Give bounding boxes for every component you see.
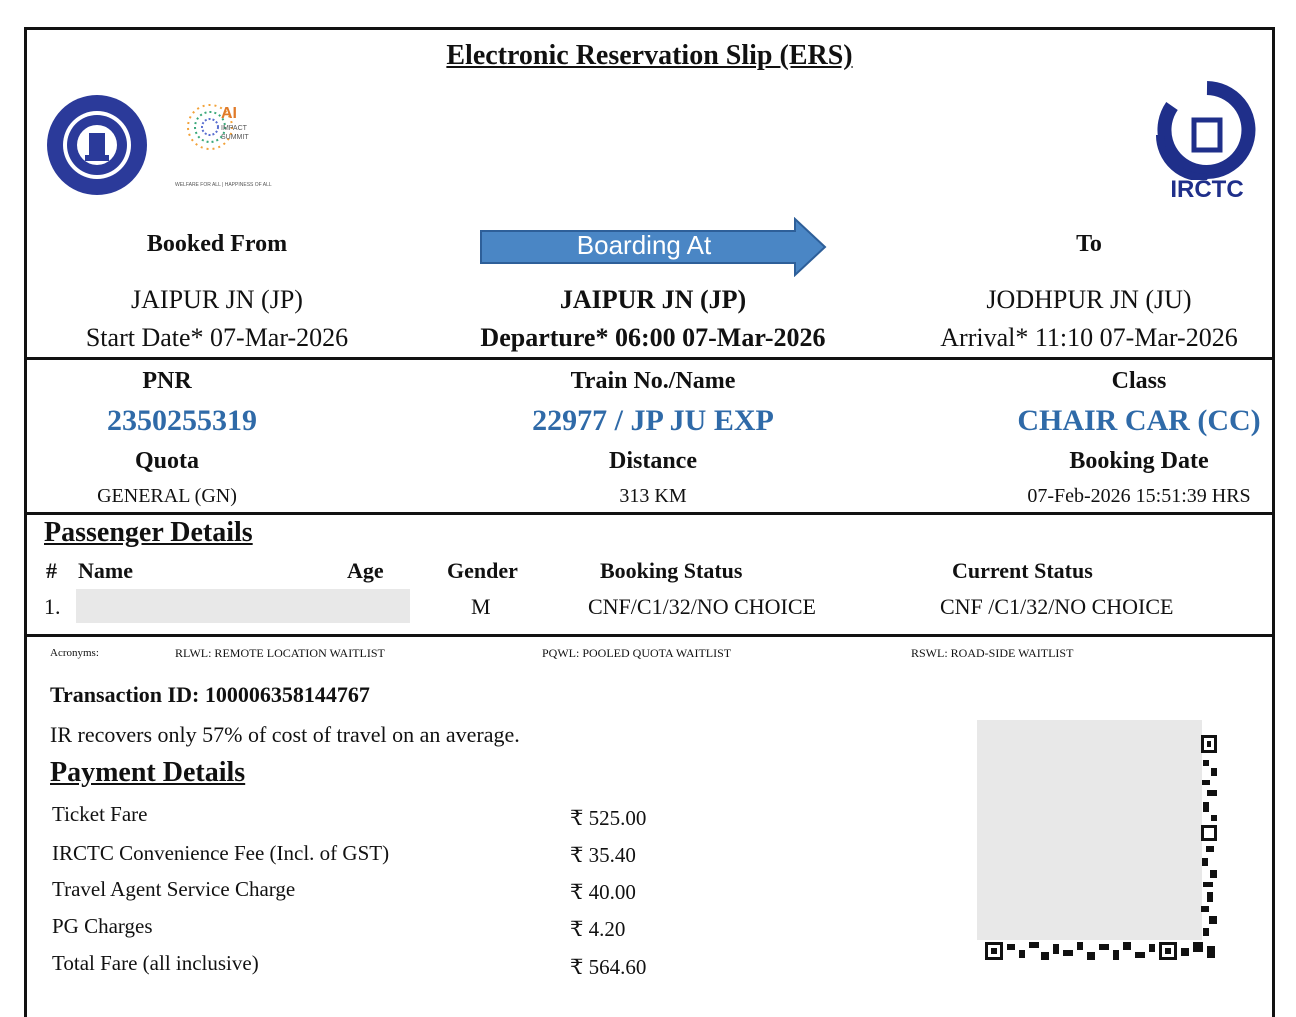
passenger-booking-status: CNF/C1/32/NO CHOICE: [588, 594, 816, 619]
ai-sub2: SUMMIT: [221, 134, 249, 141]
ai-label: AI: [221, 105, 237, 122]
ai-impact-summit-logo: [175, 95, 270, 195]
distance-label: Distance: [609, 448, 697, 474]
col-gender: Gender: [447, 558, 518, 583]
acronyms-label: Acronyms:: [50, 647, 99, 659]
train-value: 22977 / JP JU EXP: [532, 404, 774, 437]
ticket-fare-amount: ₹ 525.00: [570, 806, 647, 830]
transaction-id: Transaction ID: 100006358144767: [50, 682, 370, 707]
ai-tagline: WELFARE FOR ALL | HAPPINESS OF ALL: [175, 182, 272, 188]
divider: [27, 357, 1272, 360]
payment-details-heading: Payment Details: [50, 757, 246, 788]
class-label: Class: [1111, 368, 1167, 394]
quota-label: Quota: [134, 448, 199, 474]
irctc-logo: [1152, 80, 1262, 210]
acronym-rswl: RSWL: ROAD-SIDE WAITLIST: [911, 646, 1074, 660]
pnr-label: PNR: [142, 368, 192, 394]
divider: [27, 512, 1272, 515]
pg-charges-label: PG Charges: [52, 914, 153, 938]
qr-code: [977, 720, 1222, 970]
passenger-gender: M: [471, 594, 491, 619]
col-age: Age: [347, 558, 384, 583]
passenger-num: 1.: [44, 594, 61, 619]
ers-slip: [24, 27, 1275, 1017]
train-label: Train No./Name: [570, 368, 736, 394]
convenience-fee-amount: ₹ 35.40: [570, 843, 636, 867]
cost-recovery-notice: IR recovers only 57% of cost of travel on an average.: [50, 722, 520, 747]
departure-time: Departure* 06:00 07-Mar-2026: [480, 323, 826, 352]
col-current-status: Current Status: [952, 558, 1093, 583]
passenger-current-status: CNF /C1/32/NO CHOICE: [940, 594, 1174, 619]
document-title: Electronic Reservation Slip (ERS): [446, 40, 853, 71]
booked-from-label: Booked From: [146, 231, 288, 257]
boarding-at-label: Boarding At: [576, 230, 712, 260]
from-station: JAIPUR JN (JP): [131, 285, 303, 314]
passenger-details-heading: Passenger Details: [44, 517, 253, 548]
boarding-arrow: [479, 217, 827, 277]
quota-value: GENERAL (GN): [97, 485, 237, 507]
convenience-fee-label: IRCTC Convenience Fee (Incl. of GST): [52, 841, 390, 865]
to-label: To: [1076, 231, 1102, 257]
indian-railways-logo: [45, 93, 149, 197]
col-num: #: [46, 558, 57, 583]
ai-sub1: IMPACT: [221, 125, 247, 132]
col-booking-status: Booking Status: [600, 558, 743, 583]
ticket-fare-label: Ticket Fare: [52, 802, 148, 826]
distance-value: 313 KM: [619, 485, 687, 507]
col-name: Name: [78, 558, 133, 583]
acronym-rlwl: RLWL: REMOTE LOCATION WAITLIST: [175, 646, 385, 660]
pnr-value: 2350255319: [107, 404, 257, 437]
start-date: Start Date* 07-Mar-2026: [85, 323, 349, 352]
passenger-name-redacted: [76, 589, 410, 623]
pg-charges-amount: ₹ 4.20: [570, 917, 626, 941]
booking-date-label: Booking Date: [1069, 448, 1209, 474]
acronym-pqwl: PQWL: POOLED QUOTA WAITLIST: [542, 646, 732, 660]
total-fare-amount: ₹ 564.60: [570, 955, 647, 979]
class-value: CHAIR CAR (CC): [1017, 404, 1261, 437]
agent-charge-label: Travel Agent Service Charge: [52, 877, 296, 901]
irctc-wordmark: IRCTC: [1170, 176, 1244, 203]
boarding-station: JAIPUR JN (JP): [559, 285, 747, 314]
total-fare-label: Total Fare (all inclusive): [52, 951, 259, 975]
agent-charge-amount: ₹ 40.00: [570, 880, 636, 904]
divider: [27, 634, 1272, 637]
to-station: JODHPUR JN (JU): [986, 285, 1192, 314]
arrival-time: Arrival* 11:10 07-Mar-2026: [940, 323, 1238, 352]
booking-date-value: 07-Feb-2026 15:51:39 HRS: [1027, 485, 1251, 507]
